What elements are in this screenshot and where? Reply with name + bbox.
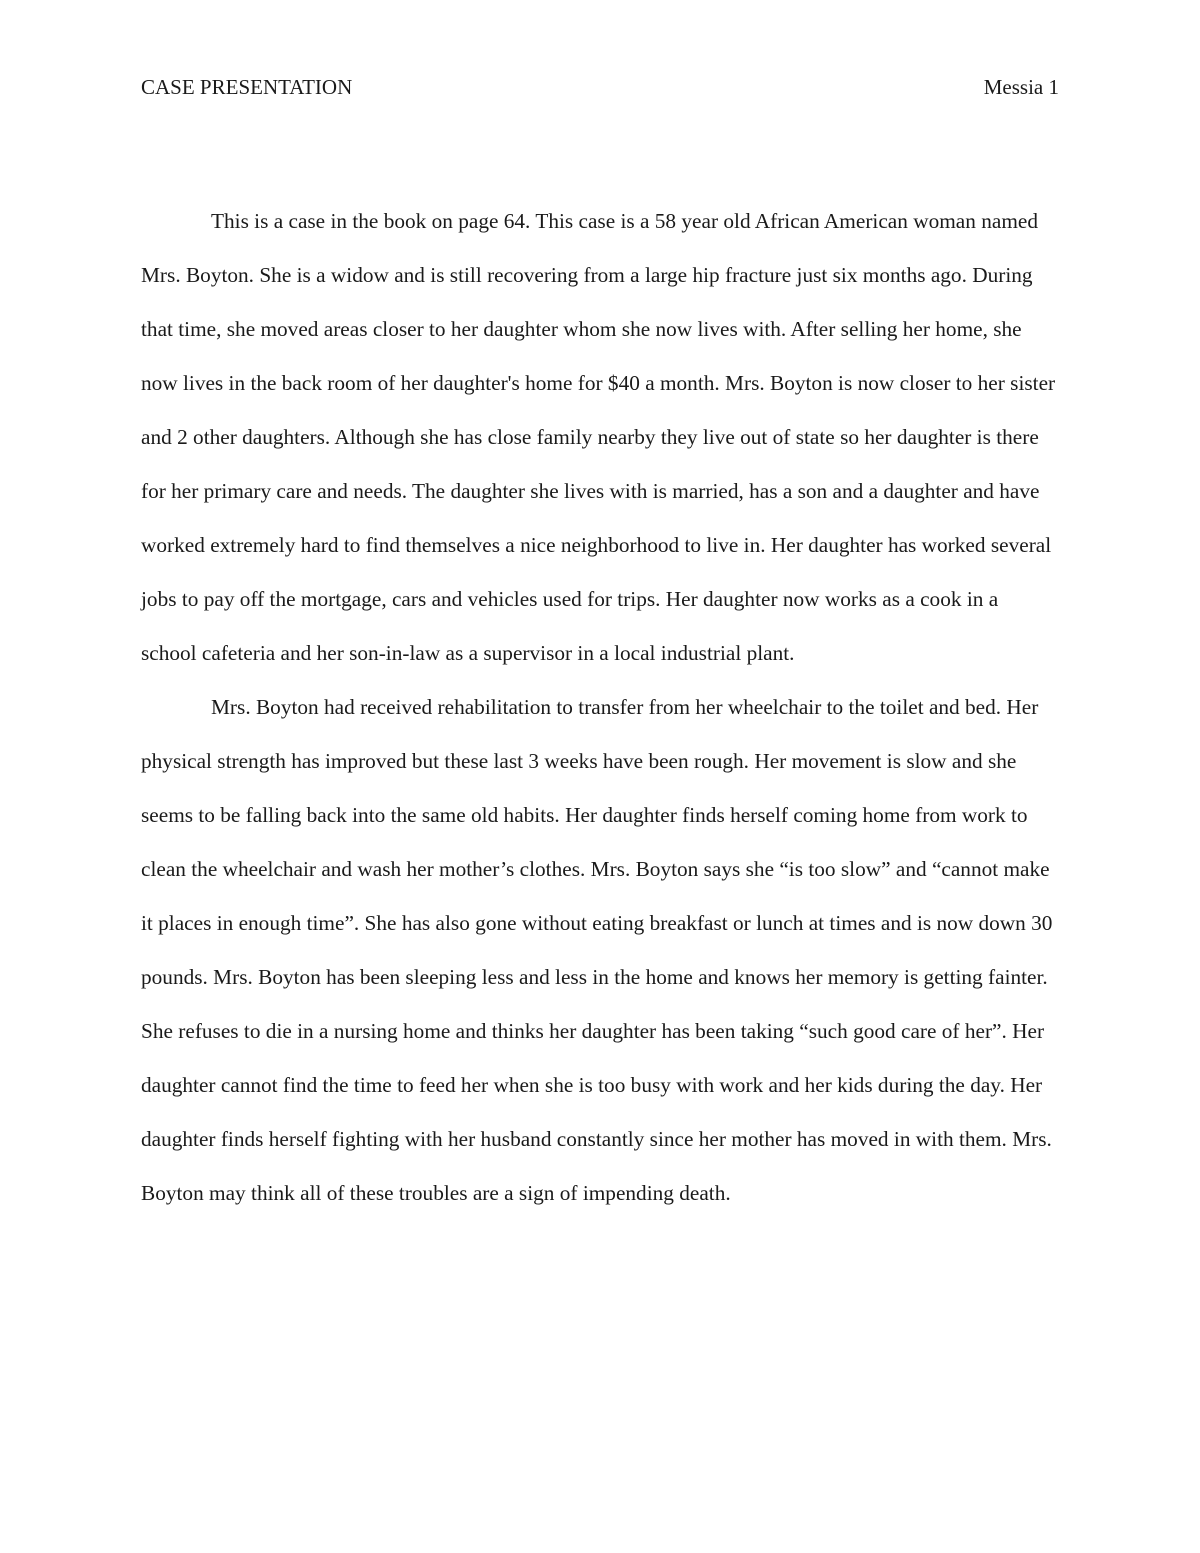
paragraph-case-background: This is a case in the book on page 64. This case is a 58 year old African American woman named Mrs. Boyton. She is a widow and is still recovering from a large hip fracture just six months ago. During that time, she moved areas closer to her daughter whom she now lives with. After selling her home, she now lives in the back room of her daughter's home for $40 a month. Mrs. Boyton is now closer to her sister and 2 other daughters. Although she has close family nearby they live out of state so her daughter is there for her primary care and needs. The daughter she lives with is married, has a son and a daughter and have worked extremely hard to find themselves a nice neighborhood to live in. Her daughter has worked several jobs to pay off the mortgage, cars and vehicles used for trips. Her daughter now works as a cook in a school cafeteria and her son-in-law as a supervisor in a local industrial plant. (141, 209, 1056, 665)
running-head-title: CASE PRESENTATION (141, 75, 353, 99)
paragraph-current-condition: Mrs. Boyton had received rehabilitation to transfer from her wheelchair to the toilet and bed. Her physical strength has improved but these last 3 weeks have been rough. Her movement is slow and she seems to be falling back into the same old habits. Her daughter finds herself coming home from work to clean the wheelchair and wash her mother’s clothes. Mrs. Boyton says she “is too slow” and “cannot make it places in enough time”. She has also gone without eating breakfast or lunch at times and is now down 30 pounds. Mrs. Boyton has been sleeping less and less in the home and knows her memory is getting fainter. She refuses to die in a nursing home and thinks her daughter has been taking “such good care of her”. Her daughter cannot find the time to feed her when she is too busy with work and her kids during the day. Her daughter finds herself fighting with her husband constantly since her mother has moved in with them. Mrs. Boyton may think all of these troubles are a sign of impending death. (141, 695, 1053, 1205)
running-header (141, 72, 1059, 102)
page-number-label: Messia 1 (983, 75, 1059, 99)
document-body (141, 194, 1059, 1220)
